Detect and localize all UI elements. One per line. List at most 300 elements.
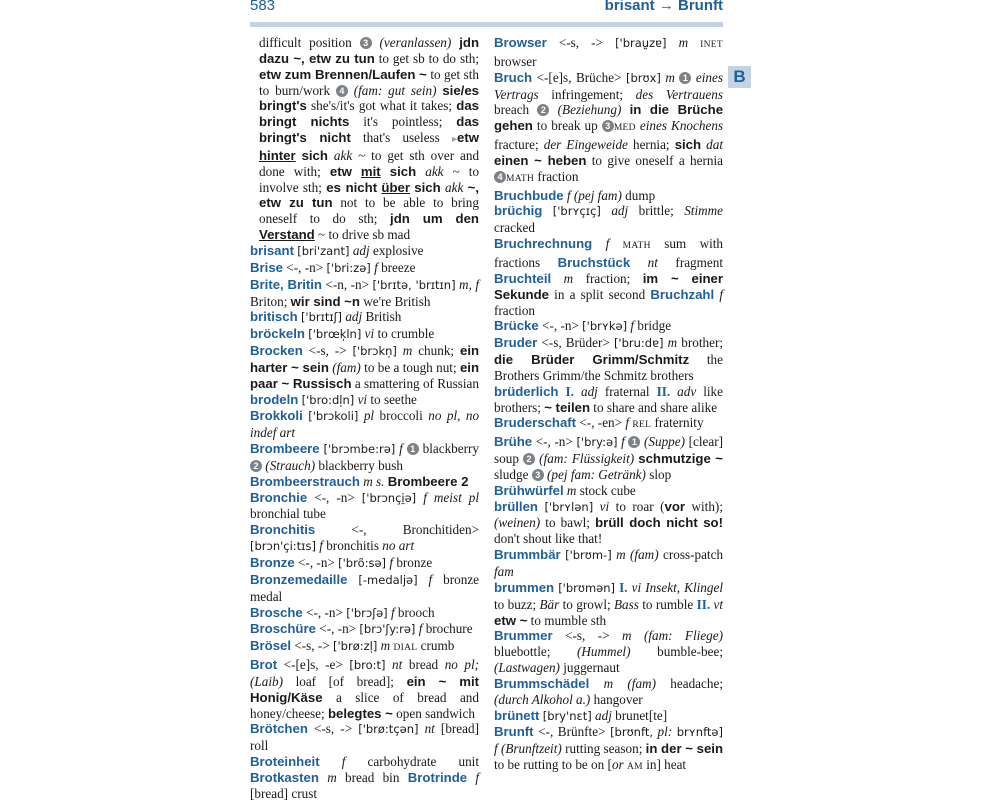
translation-text: ~ <box>318 227 326 243</box>
translation-text: sludge <box>494 466 529 482</box>
headword[interactable]: brünett <box>494 707 540 723</box>
translation-text: that's useless <box>363 130 440 146</box>
grammar-label: vi <box>599 498 610 514</box>
example-phrase: das bringt nichts <box>259 98 480 130</box>
grammar-label: pl: <box>657 724 673 740</box>
page-number: 583 <box>250 0 276 14</box>
translation-text: brother; <box>681 335 723 351</box>
grammar-label: m, f <box>459 276 479 292</box>
entry-bruch <box>494 70 723 188</box>
gloss-text: Stimme <box>684 203 724 219</box>
translation-text: breeze <box>381 259 416 275</box>
pronunciation: ['brɔʃə] <box>346 605 388 620</box>
pronunciation: ['brɔkn̩] <box>352 344 397 359</box>
gloss-text: (Hummel) <box>577 644 631 660</box>
translation-text: <-, -n> <box>535 434 573 450</box>
gloss-text: Bär <box>539 596 560 612</box>
example-phrase: etw <box>329 163 352 179</box>
headword[interactable]: Brummschädel <box>494 675 590 691</box>
translation-text: to growl; <box>562 596 611 612</box>
translation-text: in] heat <box>646 757 687 773</box>
pronunciation: [bry'nɛt] <box>542 708 592 723</box>
example-phrase: es nicht <box>326 179 378 195</box>
gloss-text: des Vertrauens <box>635 86 723 102</box>
translation-text: <-, -n> <box>298 555 335 570</box>
translation-text: cross-patch <box>662 547 724 563</box>
example-phrase: sich <box>414 179 441 195</box>
gloss-text: (Suppe) <box>643 434 685 450</box>
grammar-label: nt <box>647 254 658 270</box>
pronunciation: ['brau̪zɐ] <box>615 36 667 50</box>
translation-text: [bread] crust <box>250 785 317 801</box>
grammar-label: no art <box>382 538 415 554</box>
translation-text: blackberry <box>422 441 480 457</box>
translation-text: ~ <box>358 147 366 163</box>
grammar-label: f <box>719 286 724 302</box>
translation-text: to drive sb mad <box>328 227 411 243</box>
translation-text: loaf [of bread]; <box>295 673 394 689</box>
entry-broschuere <box>250 621 479 638</box>
translation-text: to be rutting to be on [ <box>494 757 612 773</box>
translation-text: ~ <box>452 163 460 179</box>
left-column <box>250 35 479 802</box>
headword[interactable]: Brise <box>250 259 283 275</box>
example-phrase: in die Brüche gehen <box>494 102 724 134</box>
translation-text: <-[e]s, Brüche> <box>536 69 622 85</box>
translation-text: headache; <box>670 675 723 691</box>
entry-bronchitis <box>250 522 479 555</box>
translation-text: <-s, Brüder> <box>541 335 610 351</box>
grammar-label: f <box>399 441 403 457</box>
example-phrase: sie/es bringt's <box>259 82 479 114</box>
translation-text: <-s, -> <box>308 343 347 359</box>
pronunciation: ['brɪtɪʃ] <box>300 310 343 325</box>
entry-bronchie <box>250 490 479 523</box>
subject-label: REL <box>632 420 652 431</box>
gloss-text: (fam) <box>630 547 659 563</box>
translation-text: explosive <box>372 242 424 258</box>
grammar-label: akk <box>333 147 353 163</box>
headword[interactable]: Brombeere <box>250 441 320 457</box>
translation-text: fragment <box>675 254 724 270</box>
translation-text: hangover <box>593 691 643 707</box>
translation-text: <-s, -> <box>558 35 603 50</box>
example-phrase: vor <box>664 498 686 514</box>
translation-text: fraction <box>537 168 579 184</box>
pronunciation: ['brø:zl̩] <box>333 639 378 654</box>
headword[interactable]: britisch <box>250 309 298 325</box>
entry-broeckeln <box>250 326 479 343</box>
pronunciation: ['bry:ə] <box>576 435 618 450</box>
example-phrase: ~, etw zu tun <box>259 179 479 211</box>
grammar-label: f <box>341 754 346 770</box>
thumb-index-tab[interactable]: B <box>728 66 751 88</box>
translation-text: brooch <box>397 604 435 620</box>
example-phrase: die Brüder Grimm/Schmitz <box>494 352 690 368</box>
example-phrase: über <box>381 179 410 195</box>
headword[interactable]: Bruchteil <box>494 270 552 286</box>
translation-text: fraction <box>494 302 536 318</box>
translation-text: infringement; <box>551 86 624 102</box>
translation-text: fraction; <box>585 270 631 286</box>
translation-text: <-, -en> <box>579 415 623 431</box>
entry-bruchrechnung <box>494 236 723 318</box>
translation-text: [clear] soup <box>494 434 723 467</box>
grammar-label: f <box>605 236 610 252</box>
headword[interactable]: brüderlich <box>494 383 559 399</box>
grammar-label: m <box>402 343 413 359</box>
subject-label: AM <box>626 762 643 773</box>
headword[interactable]: Brot <box>250 657 278 673</box>
translation-text: <-, Brünfte> <box>538 724 606 740</box>
translation-text: bronze medal <box>250 571 480 604</box>
example-phrase: brüll doch nicht so! <box>595 515 723 531</box>
example-phrase: schmutzige ~ <box>638 451 723 467</box>
translation-text: a smattering of Russian <box>354 375 479 391</box>
grammar-label: nt <box>392 657 403 673</box>
headword[interactable]: Browser <box>494 35 547 50</box>
translation-text: open sandwich <box>396 705 475 721</box>
translation-text: the Brothers Grimm/the Schmitz brothers <box>494 352 723 383</box>
translation-text: to get sb to do sth; <box>378 50 480 66</box>
headword[interactable]: Bruderschaft <box>494 415 577 431</box>
right-column <box>494 35 723 776</box>
translation-text: to get sth over and done with; <box>259 147 480 179</box>
grammar-label: f <box>621 434 625 450</box>
headword[interactable]: Broteinheit <box>250 754 320 770</box>
grammar-label: m <box>380 638 391 654</box>
headword[interactable]: Bruchrechnung <box>494 236 593 252</box>
translation-text: to involve sth; <box>259 163 480 195</box>
pronunciation: ['brɔkoli] <box>308 409 359 424</box>
translation-text: fraternity <box>654 415 704 431</box>
grammar-label: m <box>622 628 632 644</box>
gloss-text: (veranlassen) <box>379 35 452 50</box>
pronunciation: ['brʊm-] <box>565 548 612 563</box>
translation-text: crumb <box>420 638 455 654</box>
translation-text: to bawl; <box>545 515 590 531</box>
translation-text: Briton; <box>250 293 288 309</box>
headword[interactable]: Brotrinde <box>407 769 468 785</box>
grammar-label: adv <box>677 383 697 399</box>
grammar-label: f <box>418 621 423 637</box>
grammar-label: f <box>319 538 323 554</box>
translation-text: to get sth to burn/work <box>259 66 479 98</box>
gloss-text: (Strauch) <box>265 457 316 473</box>
grammar-label: f meist pl <box>423 489 480 505</box>
pronunciation: ['brɪtə, 'brɪtɪn] <box>372 277 456 292</box>
gloss-text: (durch Alkohol a.) <box>494 691 591 707</box>
entry-britisch <box>250 309 479 326</box>
translation-text: fracture; <box>494 137 539 153</box>
entry-bruenett <box>494 708 723 725</box>
grammar-label: adj <box>345 309 363 325</box>
translation-text: in a split second <box>554 286 646 302</box>
grammar-label: m <box>616 547 626 563</box>
entry-brot <box>250 657 479 721</box>
translation-text: to break up <box>536 118 598 134</box>
translation-text: <-, Bronchitiden> <box>351 522 480 538</box>
translation-text: brunet[te] <box>615 707 668 723</box>
headword[interactable]: Bronze <box>250 555 295 570</box>
translation-text: a slice of bread and honey/cheese; <box>250 689 479 721</box>
grammar-label: f <box>374 259 378 275</box>
example-phrase: etw <box>457 130 479 146</box>
example-phrase: mit <box>360 163 381 179</box>
headword[interactable]: Bruchstück <box>557 254 631 270</box>
translation-text: <-, -n> <box>286 259 324 275</box>
gloss-text: eines Vertrags <box>494 69 723 102</box>
headword[interactable]: Brite, Britin <box>250 276 322 292</box>
headword[interactable]: Brücke <box>494 318 539 334</box>
gloss-text: (Beziehung) <box>557 102 622 118</box>
headword[interactable]: brüllen <box>494 498 538 514</box>
translation-text: cracked <box>494 220 535 236</box>
grammar-label: vi <box>631 579 642 595</box>
headword[interactable]: Bruchbude <box>494 187 564 203</box>
translation-text: not to be able to bring oneself to do sth; <box>259 195 479 227</box>
example-phrase: einen ~ heben <box>494 152 587 168</box>
translation-text: bread bin <box>345 769 400 785</box>
grammar-label: fam <box>494 564 514 579</box>
grammar-label: f <box>566 187 571 203</box>
translation-text: to seethe <box>370 391 417 407</box>
headword[interactable]: brodeln <box>250 391 299 407</box>
gloss-text: (Lastwagen) <box>494 660 560 676</box>
headword[interactable]: Brosche <box>250 604 303 620</box>
pronunciation: [brɔn'çi:tɪs] <box>250 539 316 554</box>
entry-brodeln <box>250 392 479 409</box>
grammar-label: or <box>611 757 624 773</box>
headword[interactable]: Bruch <box>494 69 533 85</box>
sense-number-badge: 3 <box>602 120 614 132</box>
entry-broteinheit <box>250 754 479 802</box>
headword[interactable]: Brühe <box>494 434 533 450</box>
entry-bruederlich <box>494 384 723 416</box>
grammar-label: m <box>678 35 689 50</box>
translation-text: to crumble <box>377 326 435 342</box>
entry-brite <box>250 277 479 310</box>
example-phrase: jdn um den <box>390 211 479 227</box>
sense-number-badge: 2 <box>523 453 535 465</box>
headword[interactable]: Bruchzahl <box>650 286 715 302</box>
gloss-text: der Eingeweide <box>543 137 628 153</box>
translation-text: like brothers; <box>494 383 724 415</box>
headword[interactable]: bröckeln <box>250 326 305 342</box>
grammar-label: no pl, no indef art <box>250 408 480 441</box>
translation-text: <-n, -n> <box>325 276 370 292</box>
page-header <box>250 0 723 27</box>
translation-text: carbohydrate unit <box>367 754 479 770</box>
sense-number-badge: 3 <box>360 37 372 49</box>
gloss-text: (Laib) <box>250 673 283 689</box>
example-phrase: ein ~ mit Honig/Käse <box>250 673 480 705</box>
headword[interactable]: Bronchitis <box>250 522 316 538</box>
gloss-text: Insekt, Klingel <box>645 579 723 595</box>
entry-brocken <box>250 343 479 392</box>
example-phrase: in der ~ sein <box>645 741 723 757</box>
grammar-label: m <box>563 270 574 286</box>
entry-brisant <box>250 243 479 260</box>
grammar-label: f <box>389 555 394 570</box>
subject-label: MATH <box>506 173 535 184</box>
translation-text: to share and share alike <box>593 399 718 415</box>
entry-bruderschaft <box>494 415 723 434</box>
translation-text: broccoli <box>379 408 423 424</box>
grammar-label: m <box>603 675 614 691</box>
roman-numeral: I. <box>619 579 628 595</box>
example-phrase: sich <box>674 137 702 153</box>
pronunciation: ['bri:zə] <box>326 260 371 275</box>
grammar-label: no pl; <box>444 657 480 673</box>
translation-text: bridge <box>637 318 672 334</box>
entry-brummer <box>494 628 723 676</box>
pronunciation: ['brø:tçən] <box>358 722 419 737</box>
translation-text: <-, -n> <box>306 604 343 620</box>
pronunciation: [bri'zant] <box>297 243 350 258</box>
translation-text: sum with fractions <box>494 236 724 270</box>
grammar-label: vi <box>364 326 375 342</box>
pronunciation: brʏnftə] <box>676 725 723 740</box>
grammar-label: vt <box>713 596 723 612</box>
entry-browser <box>494 35 723 70</box>
translation-text: breach <box>494 102 530 118</box>
headword[interactable]: Bronchie <box>250 489 308 505</box>
headword[interactable]: Brunft <box>494 724 534 740</box>
grammar-label: adj <box>352 242 370 258</box>
running-head: brisant → Brunft <box>604 0 723 14</box>
pronunciation: ['brʏçɪç] <box>552 204 601 219</box>
roman-numeral: II. <box>656 383 671 399</box>
entry-bronze <box>250 555 479 572</box>
grammar-label: m <box>566 482 577 498</box>
gloss-text: (fam: gut sein) <box>353 82 437 98</box>
translation-text: fraternal <box>604 383 650 399</box>
example-phrase: das bringt's nicht <box>259 114 479 146</box>
translation-text: to mumble sth <box>530 612 607 628</box>
grammar-label: akk <box>425 163 444 179</box>
translation-text: bronchitis <box>326 538 379 554</box>
grammar-label: f <box>494 741 498 757</box>
headword[interactable]: Brombeerstrauch <box>250 473 360 489</box>
pronunciation: [brɔ'ʃy:rə] <box>359 622 416 637</box>
gloss-text: (fam: Fliege) <box>643 628 724 644</box>
headword[interactable]: Bronzemedaille <box>250 571 348 587</box>
translation-text: <-, -n> <box>542 318 579 334</box>
example-phrase: sich <box>389 163 417 179</box>
entry-bruehe <box>494 434 723 483</box>
headword[interactable]: Brösel <box>250 638 292 654</box>
grammar-label: f <box>630 318 635 334</box>
translation-text: chunk; <box>418 343 455 359</box>
example-phrase: etw ~ <box>494 612 528 628</box>
sense-number-badge: 4 <box>336 85 348 97</box>
sense-number-badge: 1 <box>628 436 640 448</box>
pronunciation: [bro:t] <box>349 658 386 673</box>
headword[interactable]: brüchig <box>494 203 543 219</box>
example-phrase: etw zum Brennen/Laufen ~ <box>259 66 427 82</box>
entry-brombeerstrauch <box>250 474 479 490</box>
headword[interactable]: Brühwürfel <box>494 482 564 498</box>
grammar-label: f <box>625 415 630 431</box>
translation-text: <-s, -> <box>313 721 353 737</box>
entry-broetchen <box>250 721 479 754</box>
headword[interactable]: Brötchen <box>250 721 308 737</box>
headword[interactable]: Broschüre <box>250 621 316 637</box>
pronunciation: ['bru:dɐ] <box>613 336 664 351</box>
example-phrase: Brombeere 2 <box>387 473 469 489</box>
headword[interactable]: Brummbär <box>494 547 561 563</box>
gloss-text: Bass <box>614 596 639 612</box>
translation-text: to rumble <box>642 596 694 612</box>
translation-text: to give oneself a hernia <box>591 152 723 168</box>
entry-brummbaer <box>494 547 723 580</box>
headword[interactable]: Brotkasten <box>250 769 319 785</box>
headword[interactable]: Bruder <box>494 335 538 351</box>
translation-text: <-[e]s, -e> <box>283 657 343 673</box>
entry-brokkoli <box>250 408 479 441</box>
translation-text: bread <box>408 657 439 673</box>
entry-brummen <box>494 580 723 629</box>
translation-text: bronchial tube <box>250 506 326 522</box>
grammar-label: akk <box>445 179 464 195</box>
entry-bruehwuerfel <box>494 483 723 499</box>
entry-broesel <box>250 638 479 657</box>
pronunciation: ['brœk̩ln] <box>308 327 362 342</box>
pronunciation: ['brʏlən] <box>544 499 594 514</box>
headword[interactable]: brisant <box>250 242 294 258</box>
headword[interactable]: Brummer <box>494 628 553 644</box>
example-phrase: sich <box>301 147 328 163</box>
example-phrase: Verstand <box>259 227 315 243</box>
grammar-label: f <box>428 571 433 587</box>
grammar-label: f <box>475 769 480 785</box>
entry-brunft <box>494 724 723 776</box>
translation-text: brittle; <box>638 203 674 219</box>
translation-text: juggernaut <box>563 660 620 676</box>
pronunciation: ['brɔmbe:rə] <box>323 442 396 457</box>
translation-text: we're British <box>363 293 431 309</box>
translation-text: British <box>365 309 402 325</box>
grammar-label: m <box>665 69 675 85</box>
grammar-label: m <box>667 335 678 351</box>
translation-text: rutting season; <box>565 741 643 757</box>
grammar-label: adj <box>580 383 598 399</box>
translation-text: dump <box>625 187 656 203</box>
pronunciation: [-medaljə] <box>358 572 418 587</box>
gloss-text: (weinen) <box>494 515 541 531</box>
translation-text: it's pointless; <box>363 114 443 130</box>
gloss-text: (Brunftzeit) <box>500 741 562 757</box>
headword[interactable]: brummen <box>494 579 555 595</box>
translation-text: [bread] roll <box>250 721 479 754</box>
example-phrase: ~ teilen <box>544 399 590 415</box>
headword[interactable]: Brokkoli <box>250 408 303 424</box>
example-phrase: wir sind ~n <box>290 293 360 309</box>
translation-text: brochure <box>425 621 473 637</box>
translation-text: browser <box>494 53 537 69</box>
entry-bruellen <box>494 499 723 548</box>
pronunciation: [brʊx] <box>625 70 661 85</box>
subject-label: DIAL <box>393 643 418 654</box>
grammar-label: nt <box>424 721 435 737</box>
sense-number-badge: 3 <box>532 469 544 481</box>
headword[interactable]: Brocken <box>250 343 303 359</box>
gloss-text: (pej fam: Getränk) <box>547 466 646 482</box>
grammar-label: m <box>327 769 337 785</box>
sense-number-badge: 2 <box>537 104 549 116</box>
roman-numeral: II. <box>696 596 711 612</box>
